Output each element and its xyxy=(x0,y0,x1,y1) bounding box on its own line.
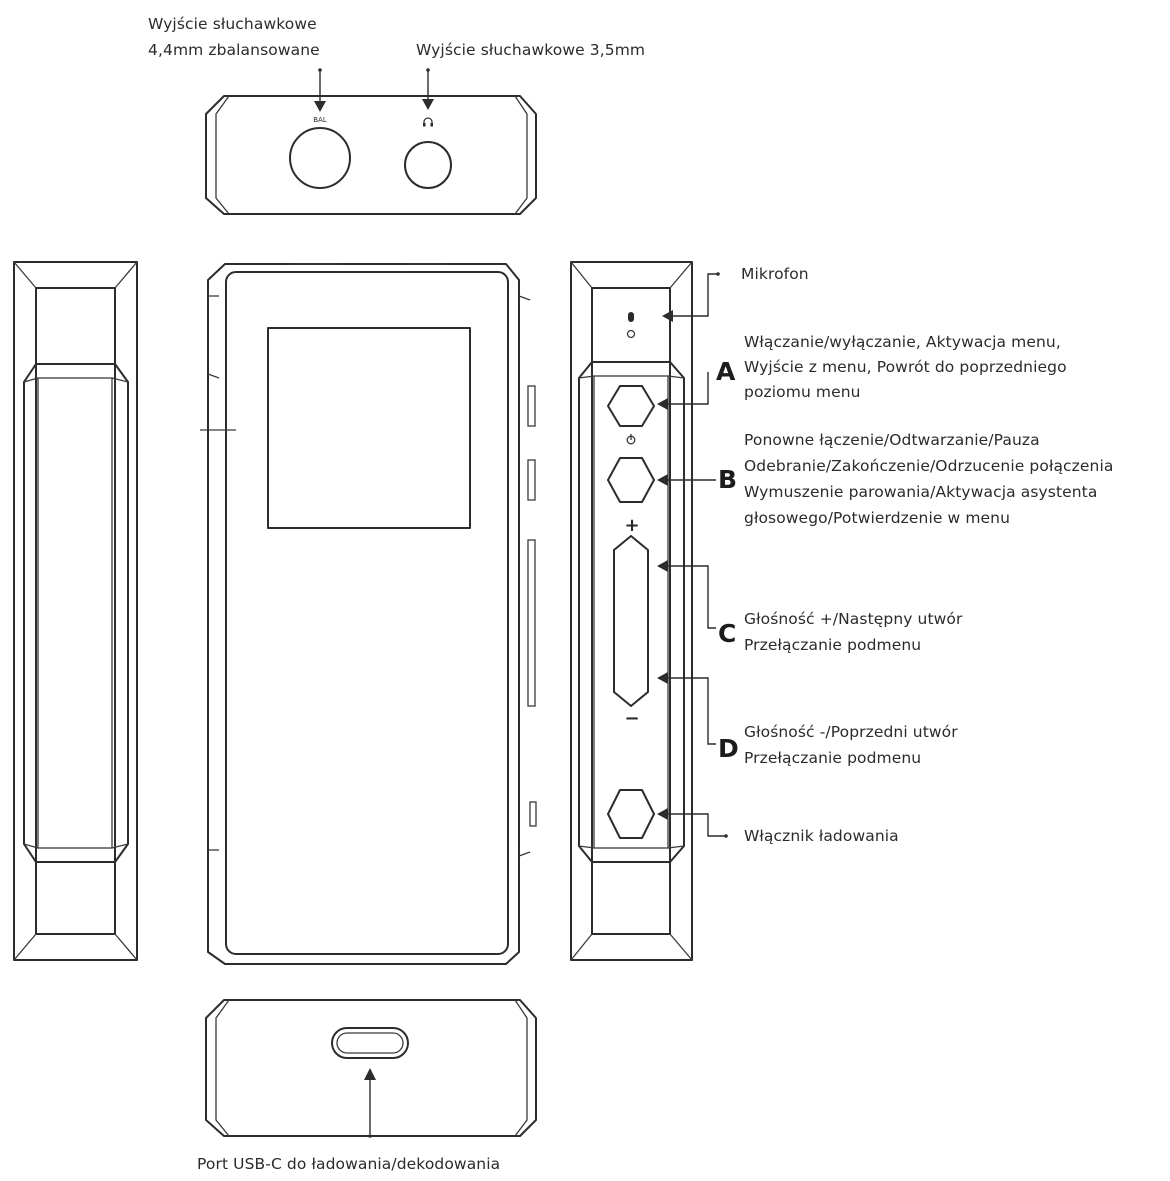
letter-d: D xyxy=(718,734,739,763)
letter-c: C xyxy=(718,619,737,648)
button-a[interactable] xyxy=(608,386,654,426)
label-d-line1: Głośność -/Poprzedni utwór xyxy=(744,723,958,741)
minus-marking: − xyxy=(624,708,640,729)
label-balanced-out-line1: Wyjście słuchawkowe xyxy=(148,15,317,33)
button-b[interactable] xyxy=(608,458,654,502)
top-view xyxy=(206,96,536,214)
label-b-line3: Wymuszenie parowania/Aktywacja asystenta xyxy=(744,483,1098,501)
label-d-line2: Przełączanie podmenu xyxy=(744,749,922,767)
front-view xyxy=(200,264,536,964)
volume-rocker[interactable] xyxy=(614,536,648,706)
charging-switch[interactable] xyxy=(608,790,654,838)
headphone-jack xyxy=(405,142,451,188)
label-charge-switch: Włącznik ładowania xyxy=(744,827,899,845)
label-microphone: Mikrofon xyxy=(741,265,809,283)
label-b-line1: Ponowne łączenie/Odtwarzanie/Pauza xyxy=(744,431,1040,449)
bal-marking: BAL xyxy=(313,116,327,124)
right-side-view xyxy=(571,262,692,960)
label-headphone-out: Wyjście słuchawkowe 3,5mm xyxy=(416,41,646,59)
label-usb-port: Port USB-C do ładowania/dekodowania xyxy=(197,1155,501,1173)
bottom-view xyxy=(206,1000,536,1136)
letter-a: A xyxy=(716,357,736,386)
letter-b: B xyxy=(718,465,738,494)
left-side-view xyxy=(14,262,137,960)
label-b-line2: Odebranie/Zakończenie/Odrzucenie połączenia xyxy=(744,457,1114,475)
label-a-line2: Wyjście z menu, Powrót do poprzedniego xyxy=(744,358,1067,376)
power-icon xyxy=(627,434,635,444)
microphone-icon xyxy=(628,312,635,338)
label-a-line3: poziomu menu xyxy=(744,383,861,401)
label-balanced-out-line2: 4,4mm zbalansowane xyxy=(148,41,320,59)
label-c-line1: Głośność +/Następny utwór xyxy=(744,610,963,628)
label-b-line4: głosowego/Potwierdzenie w menu xyxy=(744,509,1011,527)
plus-marking: + xyxy=(624,515,640,536)
top-callouts xyxy=(314,68,434,112)
label-c-line2: Przełączanie podmenu xyxy=(744,636,922,654)
headphone-icon xyxy=(423,118,433,127)
balanced-jack xyxy=(290,128,350,188)
label-a-line1: Włączanie/wyłączanie, Aktywacja menu, xyxy=(744,333,1061,351)
screen xyxy=(268,328,470,528)
bottom-callout xyxy=(364,1068,376,1138)
